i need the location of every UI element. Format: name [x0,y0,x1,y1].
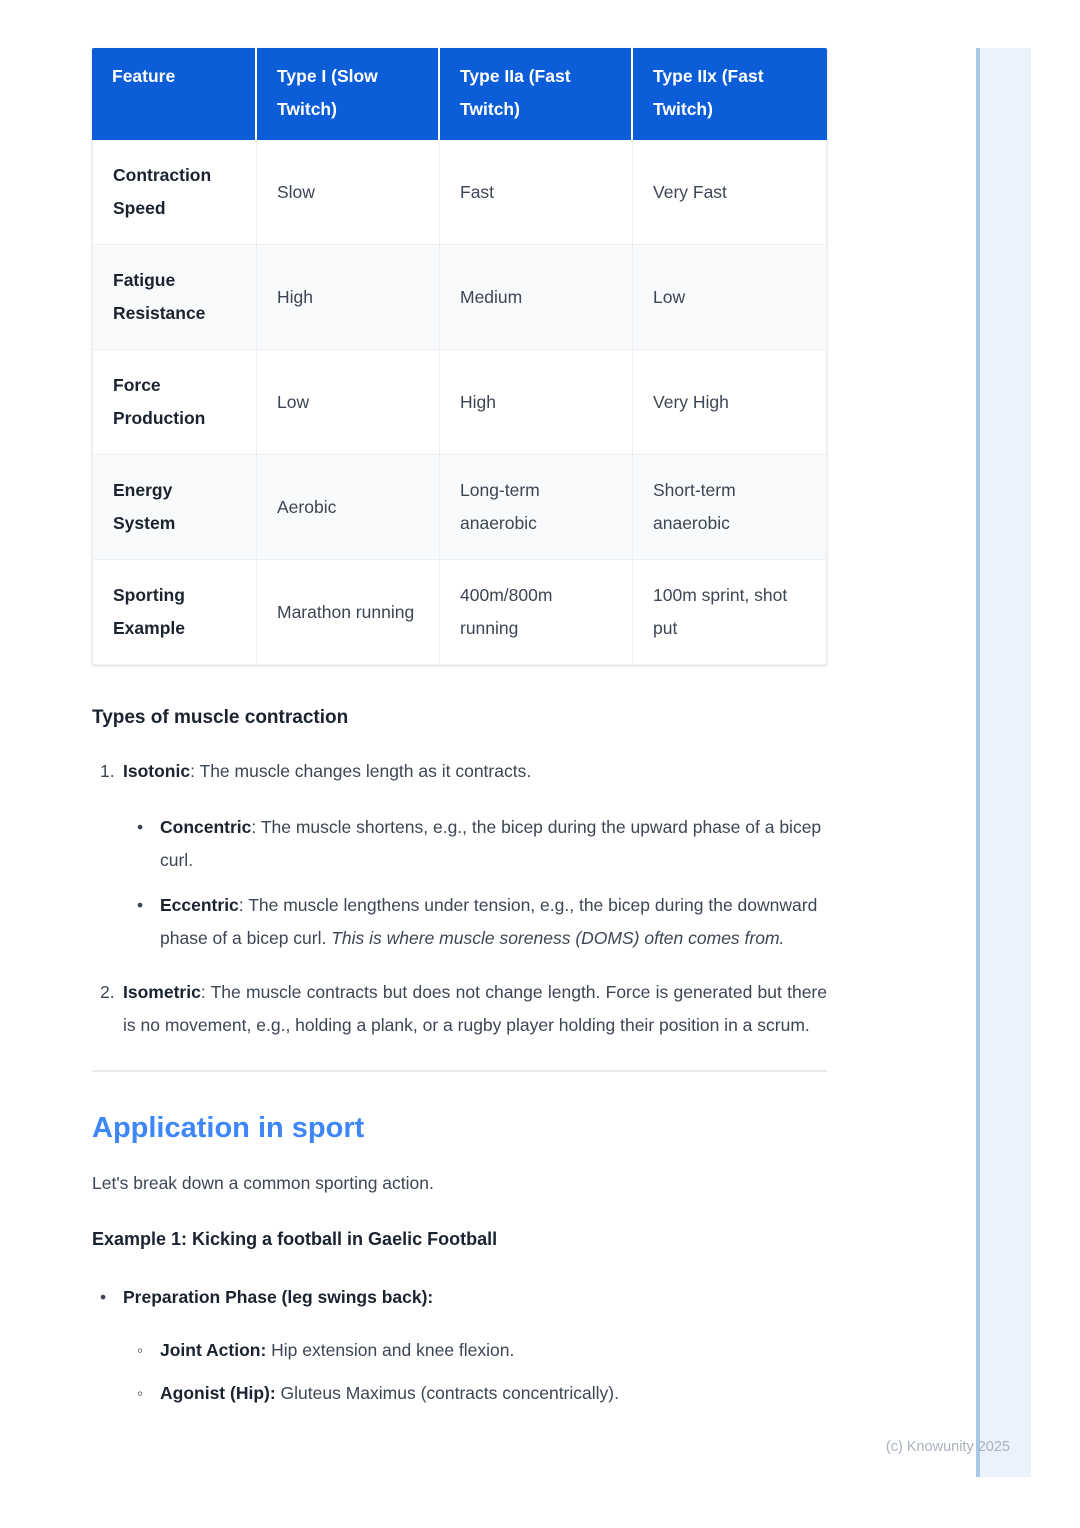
example-heading: Example 1: Kicking a football in Gaelic Football [92,1229,498,1249]
list-item-eccentric [137,889,827,955]
table-header-type-iix: Type IIx (Fast Twitch) [633,48,827,140]
table-value-cell: Low [257,350,440,455]
table-value-cell: Low [633,245,827,350]
copyright-text: (c) Knowunity 2025 [885,1439,1010,1455]
section-heading-muscle-contraction: Types of muscle contraction [92,707,349,728]
bullet-icon: • [137,895,144,915]
circle-bullet-icon: ◦ [137,1383,144,1403]
muscle-fiber-table [92,48,827,665]
eccentric-text: : The muscle lengthens under tension, e.g., the bicep during the downward phase of a bicep curl. [160,895,818,948]
bullet-icon: • [100,1287,107,1307]
table-header-type-iia: Type IIa (Fast Twitch) [440,48,633,140]
table-value-cell: 400m/800m running [440,560,633,665]
agonist-hip-definition [160,1377,827,1410]
document-content [92,48,827,1410]
table-feature-cell: Force Production [92,350,257,455]
table-row [92,140,827,245]
circle-bullet-icon: ◦ [137,1340,144,1360]
table-value-cell: Very Fast [633,140,827,245]
table-value-cell: 100m sprint, shot put [633,560,827,665]
isotonic-definition [123,755,827,788]
eccentric-italic-note: This is where muscle soreness (DOMS) often comes from. [331,928,785,948]
list-item-preparation-phase [92,1281,827,1410]
list-item-agonist-hip [137,1377,827,1410]
preparation-sub-list [137,1334,827,1410]
section-divider [92,1070,827,1072]
isotonic-sub-list [137,811,827,955]
table-value-cell: Short-term anaerobic [633,455,827,560]
term-concentric: Concentric [160,817,252,837]
table-header-type-i: Type I (Slow Twitch) [257,48,440,140]
next-page-edge [976,48,1031,1477]
list-item-isometric [92,976,827,1042]
table-value-cell: Aerobic [257,455,440,560]
table-value-cell: High [440,350,633,455]
list-item-isotonic [92,755,827,955]
table-feature-cell: Contraction Speed [92,140,257,245]
preparation-phase-label [123,1281,827,1314]
application-intro: Let's break down a common sporting action. [92,1173,434,1193]
list-number: 1. [100,761,115,781]
joint-action-definition [160,1334,827,1367]
page-title-application-in-sport: Application in sport [92,1112,365,1144]
table-value-cell: Medium [440,245,633,350]
table-value-cell: Marathon running [257,560,440,665]
term-preparation-phase: Preparation Phase (leg swings back): [123,1287,434,1307]
table-header-feature: Feature [92,48,257,140]
table-row [92,350,827,455]
eccentric-definition [160,889,827,955]
table-value-cell: Long-term anaerobic [440,455,633,560]
table-feature-cell: Energy System [92,455,257,560]
list-item-concentric [137,811,827,877]
term-eccentric: Eccentric [160,895,239,915]
isometric-text: : The muscle contracts but does not change length. Force is generated but there is no movement, e.g., holding a plank, or a rugby player holding their position in a scrum. [123,982,827,1035]
table-row [92,245,827,350]
list-item-joint-action [137,1334,827,1367]
isometric-definition [123,976,827,1042]
joint-action-text: Hip extension and knee flexion. [266,1340,515,1360]
table-value-cell: High [257,245,440,350]
table-value-cell: Slow [257,140,440,245]
table-feature-cell: Sporting Example [92,560,257,665]
agonist-hip-text: Gluteus Maximus (contracts concentrically). [275,1383,619,1403]
term-isometric: Isometric [123,982,201,1002]
term-joint-action: Joint Action: [160,1340,267,1360]
table-value-cell: Very High [633,350,827,455]
term-isotonic: Isotonic [123,761,191,781]
term-agonist-hip: Agonist (Hip): [160,1383,276,1403]
table-header-row [92,48,827,140]
table-row [92,455,827,560]
isotonic-text: : The muscle changes length as it contracts. [190,761,532,781]
bullet-icon: • [137,817,144,837]
table-feature-cell: Fatigue Resistance [92,245,257,350]
table-row [92,560,827,665]
concentric-text: : The muscle shortens, e.g., the bicep during the upward phase of a bicep curl. [160,817,822,870]
concentric-definition [160,811,827,877]
list-number: 2. [100,982,115,1002]
table-value-cell: Fast [440,140,633,245]
